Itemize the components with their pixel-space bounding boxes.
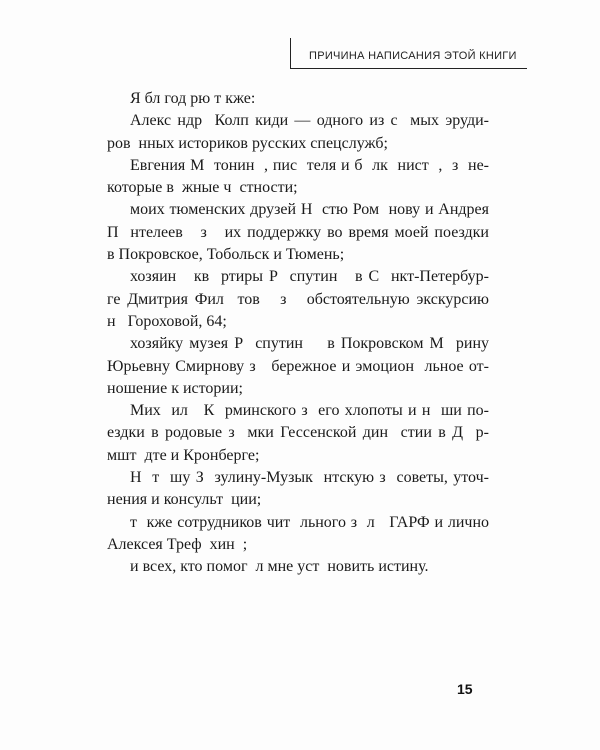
running-head-frame	[290, 38, 527, 69]
text-line-4: Евгения М тонин , пис теля и б лк нист , з не-	[130, 156, 489, 174]
text-line-19: нения и консульт ции;	[107, 491, 262, 509]
text-line-9: хозяин кв ртиры Р спутин в С нкт-Петербур-	[130, 268, 489, 286]
acknowledgements-text	[107, 88, 489, 579]
text-line-20: т кже сотрудников чит льного з л ГАРФ и лично	[130, 513, 489, 531]
text-line-14: ношение к истории;	[107, 379, 243, 397]
text-line-15: Мих ил К рминского з его хлопоты и н ши по-	[130, 402, 489, 420]
text-line-2: Алекс ндр Колп киди — одного из с мых эруди-	[130, 112, 489, 130]
text-line-3: ров нных историков русских спецслужб;	[107, 134, 388, 152]
text-line-16: ездки в родовые з мки Гессенской дин стии в Д р-	[107, 424, 489, 442]
text-line-22: и всех, кто помог л мне уст новить истину.	[130, 558, 429, 576]
text-line-12: хозяйку музея Р спутин в Покровском М рину	[130, 335, 489, 353]
text-line-21: Алексея Треф хин ;	[107, 535, 248, 553]
text-line-8: в Покровское, Тобольск и Тюмень;	[107, 246, 345, 264]
text-line-1: Я бл год рю т кже:	[130, 90, 256, 107]
running-head: ПРИЧИНА НАПИСАНИЯ ЭТОЙ КНИГИ	[309, 50, 517, 62]
text-line-18: Н т шу З зулину-Музык нтскую з советы, уточ-	[130, 469, 489, 487]
text-line-11: н Гороховой, 64;	[107, 312, 227, 330]
text-line-13: Юрьевну Смирнову з бережное и эмоцион льное от-	[107, 357, 489, 375]
text-line-5: которые в жные ч стности;	[107, 179, 298, 197]
text-line-17: мшт дте и Кронберге;	[107, 446, 260, 464]
text-line-10: ге Дмитрия Фил тов з обстоятельную экскурсию	[107, 290, 489, 308]
text-line-6: моих тюменских друзей Н стю Ром нову и Андрея	[130, 201, 489, 219]
text-line-7: П нтелеев з их поддержку во время моей поездки	[107, 223, 489, 241]
page-number: 15	[457, 681, 473, 697]
